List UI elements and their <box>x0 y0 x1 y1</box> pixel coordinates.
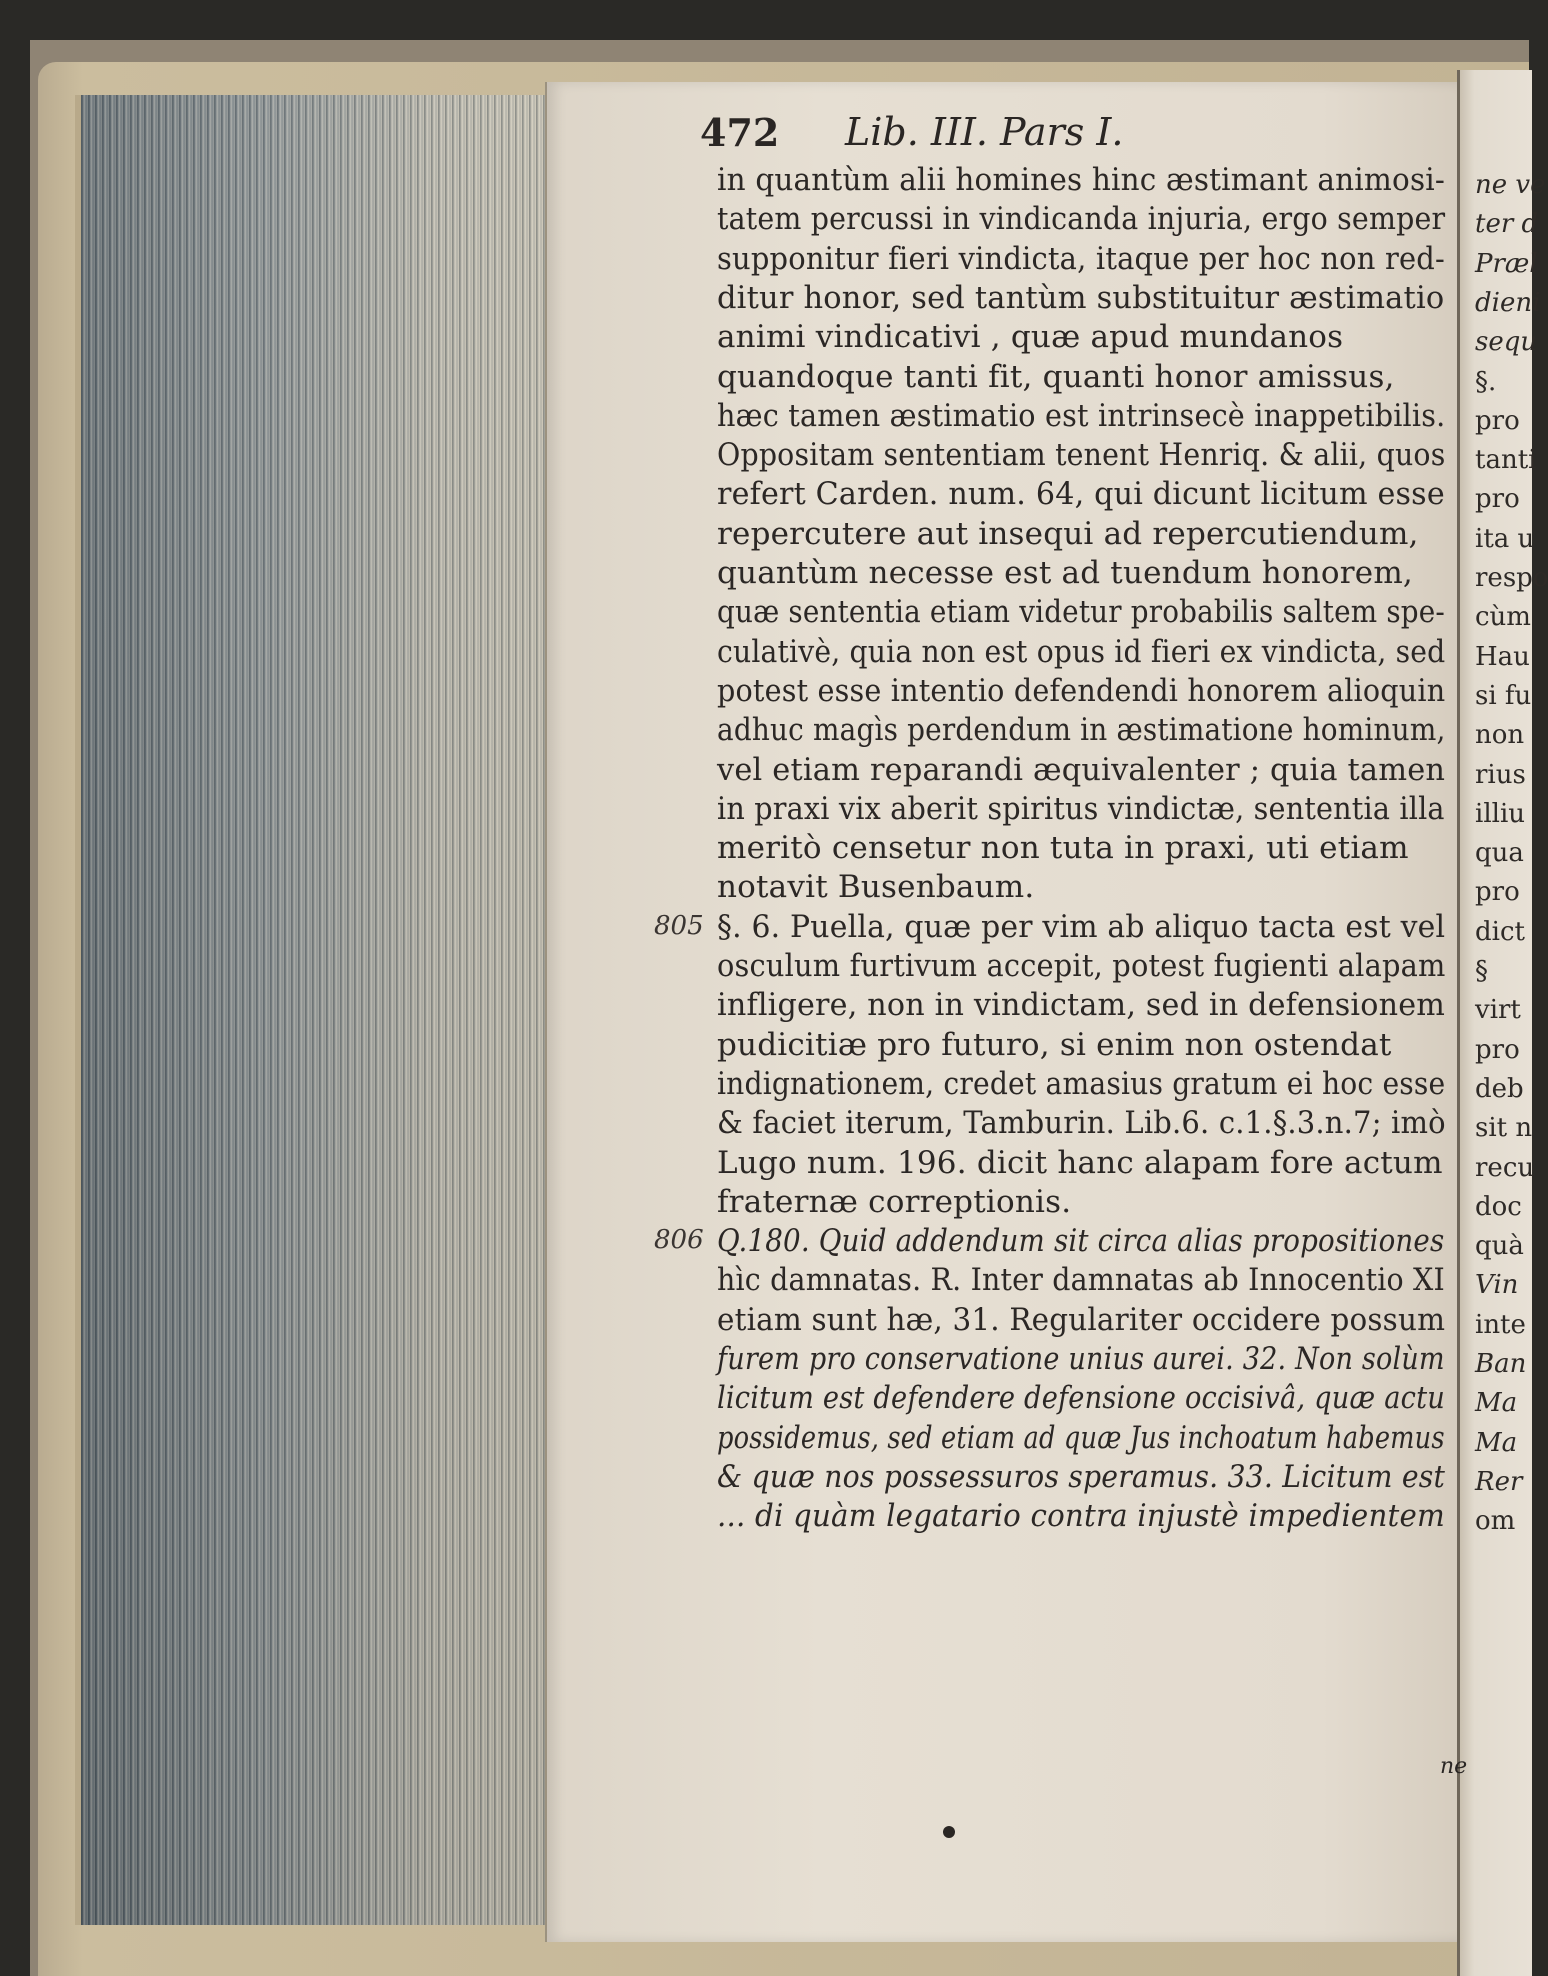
text-line: Q.180. Quid addendum sit circa alias propositiones <box>717 1223 1445 1260</box>
next-page-fragment: dict <box>1475 916 1525 947</box>
text-line: possidemus, sed etiam ad quæ Jus inchoatum habemus <box>717 1419 1445 1456</box>
next-page-fragment: doc <box>1475 1191 1522 1222</box>
next-page-fragment: ne ve <box>1475 170 1546 200</box>
next-page-fragment: recu <box>1475 1152 1535 1183</box>
text-line: osculum furtivum accepit, potest fugienti alapam <box>717 948 1446 984</box>
text-line: ditur honor, sed tantùm substituitur æstimatio <box>717 279 1445 316</box>
text-line: refert Carden. num. 64, qui dicunt licitum esse <box>717 476 1445 513</box>
text-line: animi vindicativi , quæ apud mundanos <box>717 319 1344 356</box>
next-page-fragment: respo <box>1475 563 1548 593</box>
catchword: ne <box>1440 1754 1468 1779</box>
next-page-fragment: Præl <box>1475 248 1538 279</box>
next-page-fragment: pro <box>1475 405 1520 436</box>
text-line: & faciet iterum, Tamburin. Lib.6. c.1.§.3.n.7; imò <box>717 1105 1446 1142</box>
text-line: furem pro conservatione unius aurei. 32. Non solùm <box>717 1341 1445 1377</box>
next-page-fragment: inte <box>1475 1309 1526 1340</box>
text-line: potest esse intentio defendendi honorem alioquin <box>717 672 1446 709</box>
next-page-fragment: tanti <box>1475 445 1537 476</box>
next-page-fragment: rius <box>1475 759 1526 790</box>
text-line: supponitur fieri vindicta, itaque per hoc non red- <box>717 240 1445 277</box>
text-line: repercutere aut insequi ad repercutiendum, <box>717 515 1419 552</box>
text-line: tatem percussi in vindicanda injuria, ergo semper <box>717 201 1446 238</box>
next-page-fragment: pro <box>1475 877 1520 908</box>
next-page-fragment: sit n <box>1475 1113 1533 1144</box>
running-title: Lib. III. Pars I. <box>845 110 1124 154</box>
text-line: quantùm necesse est ad tuendum honorem, <box>717 555 1413 591</box>
text-line: hìc damnatas. R. Inter damnatas ab Innocentio XI <box>717 1262 1445 1299</box>
next-page-fragment: Ma <box>1475 1427 1518 1458</box>
text-line: adhuc magìs perdendum in æstimatione hominum, <box>717 712 1446 749</box>
text-line: licitum est defendere defensione occisivâ, quæ actu <box>717 1380 1445 1417</box>
next-page-fragment: pro <box>1475 484 1520 515</box>
next-page-fragment: cùm <box>1475 602 1531 633</box>
text-line: quandoque tanti fit, quanti honor amissus, <box>717 358 1395 395</box>
text-line: §. 6. Puella, quæ per vim ab aliquo tacta est vel <box>717 908 1446 945</box>
text-line: notavit Busenbaum. <box>717 869 1035 906</box>
ink-dot <box>943 1826 955 1838</box>
next-page-fragment: non <box>1475 720 1525 751</box>
next-page-fragment: Ban <box>1475 1349 1527 1379</box>
next-page-fragment: dieni <box>1475 287 1541 318</box>
next-page-fragment: Hau <box>1475 641 1530 672</box>
next-page-fragment: illiu <box>1475 798 1526 829</box>
text-line: in quantùm alii homines hinc æstimant animosi- <box>717 162 1445 198</box>
next-page-fragment: qua <box>1475 838 1524 869</box>
next-page-fragment: ita u <box>1475 523 1535 554</box>
next-page-fragment: Vin <box>1475 1270 1519 1301</box>
text-line: fraternæ correptionis. <box>717 1183 1072 1220</box>
next-page-fragment: ter d <box>1475 209 1539 240</box>
text-line: vel etiam reparandi æquivalenter ; quia tamen <box>717 751 1446 788</box>
text-line: etiam sunt hæ, 31. Regulariter occidere possum <box>717 1301 1446 1338</box>
margin-number: 805 <box>654 910 704 941</box>
text-line: culativè, quia non est opus id fieri ex vindicta, sed <box>717 633 1446 670</box>
next-page-fragment: virt <box>1475 995 1521 1026</box>
text-line: ... di quàm legatario contra injustè impedientem <box>717 1498 1445 1535</box>
next-page-fragment: §. <box>1475 366 1497 397</box>
next-page-fragment: § <box>1475 956 1488 986</box>
page-edges <box>75 95 551 1925</box>
text-line: indignationem, credet amasius gratum ei hoc esse <box>717 1065 1446 1102</box>
next-page-fragment: Rer <box>1475 1466 1523 1497</box>
margin-number: 806 <box>654 1225 704 1256</box>
text-line: quæ sententia etiam videtur probabilis saltem spe- <box>717 594 1446 631</box>
next-page-fragment: om <box>1475 1506 1516 1537</box>
page-number: 472 <box>700 110 780 155</box>
text-line: pudicitiæ pro futuro, si enim non ostendat <box>717 1026 1392 1063</box>
next-page-fragment: quà <box>1475 1231 1524 1262</box>
text-line: meritò censetur non tuta in praxi, uti etiam <box>717 830 1409 867</box>
text-line: Oppositam sententiam tenent Henriq. & alii, quos <box>717 437 1446 474</box>
text-line: & quæ nos possessuros speramus. 33. Licitum est <box>717 1458 1446 1495</box>
text-line: hæc tamen æstimatio est intrinsecè inappetibilis. <box>717 397 1446 434</box>
next-page-fragment: si fu <box>1475 680 1532 711</box>
next-page-fragment: sequ <box>1475 327 1538 358</box>
next-page-fragment: Ma <box>1475 1388 1518 1419</box>
next-page-fragment: pro <box>1475 1034 1520 1065</box>
next-page-fragment: deb <box>1475 1073 1524 1104</box>
text-line: infligere, non in vindictam, sed in defensionem <box>717 987 1446 1024</box>
text-line: Lugo num. 196. dicit hanc alapam fore actum <box>717 1144 1443 1181</box>
text-line: in praxi vix aberit spiritus vindictæ, sententia illa <box>717 790 1445 827</box>
